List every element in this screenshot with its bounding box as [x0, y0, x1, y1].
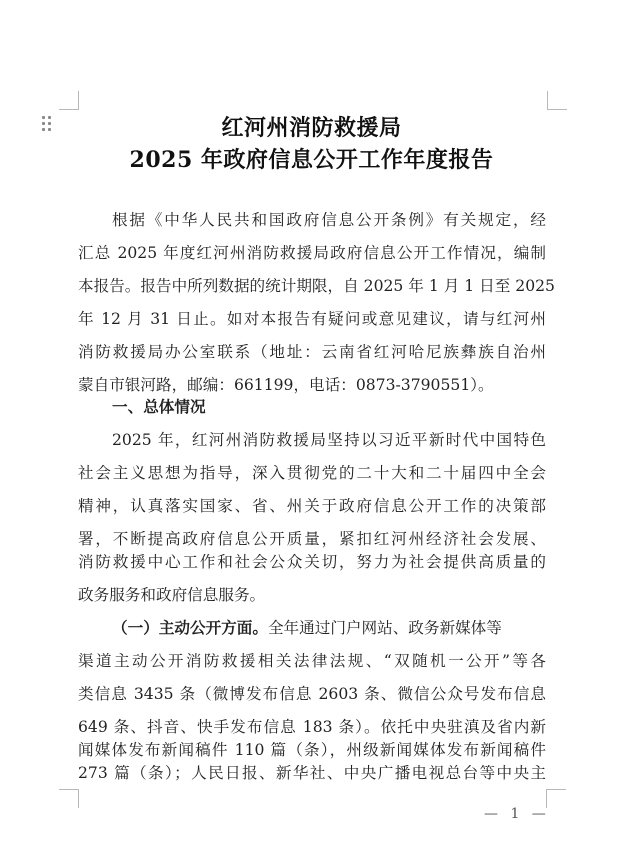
paragraph-line: 273 篇（条）；人民日报、新华社、中央广播电视总台等中央主	[78, 764, 546, 782]
document-title-line1: 红河州消防救援局	[221, 115, 402, 141]
paragraph-line: 消防救援局办公室联系（地址：云南省红河哈尼族彝族自治州	[78, 343, 546, 361]
paragraph-line: 汇总 2025 年度红河州消防救援局政府信息公开工作情况，编制	[78, 244, 546, 262]
paragraph-line: 2025 年，红河州消防救援局坚持以习近平新时代中国特色	[112, 431, 546, 449]
paragraph-text: 全年通过门户网站、政务新媒体等	[267, 619, 502, 637]
subsection-heading: （一）主动公开方面。	[112, 618, 268, 637]
section-heading: 一、总体情况	[112, 398, 206, 416]
paragraph-line: 根据《中华人民共和国政府信息公开条例》有关规定，经	[112, 211, 546, 229]
paragraph-line: 类信息 3435 条（微博发布信息 2603 条、微信公众号发布信息	[78, 685, 546, 703]
margin-corner-bottom-left	[59, 789, 79, 808]
paragraph-line: 精神，认真落实国家、省、州关于政府信息公开工作的决策部	[78, 497, 546, 515]
paragraph-line: 政务服务和政府信息服务。	[78, 586, 266, 604]
paragraph-line: 渠道主动公开消防救援相关法律法规、“双随机一公开”等各	[78, 652, 546, 670]
paragraph-line: 649 条、抖音、快手发布信息 183 条）。依托中央驻滇及省内新	[78, 718, 546, 736]
paragraph-line: 蒙自市银河路，邮编：661199，电话：0873-3790551）。	[78, 376, 494, 394]
margin-corner-top-left	[59, 91, 79, 110]
paragraph-line: 年 12 月 31 日止。如对本报告有疑问或意见建议，请与红河州	[78, 310, 546, 328]
paragraph-line: 社会主义思想为指导，深入贯彻党的二十大和二十届四中全会	[78, 464, 546, 482]
paragraph-line	[78, 618, 546, 638]
document-title-line2: 2025 年政府信息公开工作年度报告	[129, 147, 494, 173]
paragraph-line: 闻媒体发布新闻稿件 110 篇（条），州级新闻媒体发布新闻稿件	[78, 741, 546, 759]
paragraph-line: 消防救援中心工作和社会公众关切，努力为社会提供高质量的	[78, 553, 546, 571]
paragraph-line: 本报告。报告中所列数据的统计期限，自 2025 年 1 月 1 日至 2025	[78, 277, 555, 295]
paragraph-line: 署，不断提高政府信息公开质量，紧扣红河州经济社会发展、	[78, 530, 546, 548]
margin-corner-top-right	[547, 91, 567, 110]
page-number: — 1 —	[484, 806, 550, 822]
